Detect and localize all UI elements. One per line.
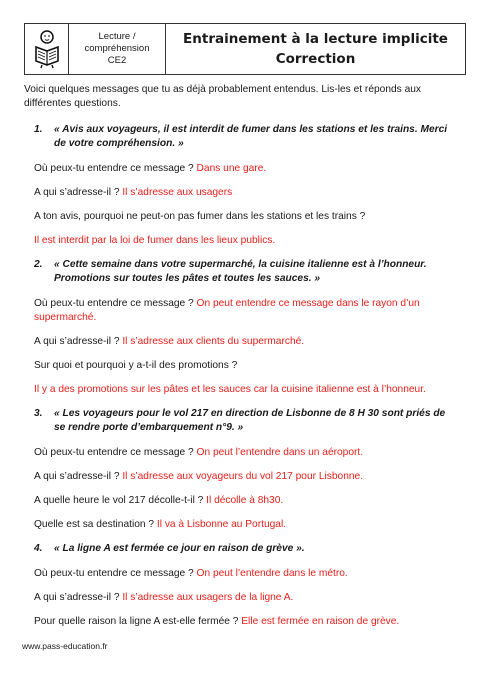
- q1-line-1: [34, 162, 456, 176]
- q3-question-4: Quelle est sa destination ?: [34, 519, 157, 530]
- q4-question-1: Où peux-tu entendre ce message ?: [34, 568, 197, 579]
- q1-line-3: [34, 210, 456, 224]
- q3-question-3: A quelle heure le vol 217 décolle-t-il ?: [34, 495, 207, 506]
- q1-answer-2: Il s’adresse aux usagers: [122, 187, 233, 198]
- title-line-1: Entrainement à la lecture implicite: [183, 31, 448, 47]
- level-line-2: compréhension: [84, 43, 150, 54]
- q1-question-3: A ton avis, pourquoi ne peut-on pas fumer dans les stations et les trains ?: [34, 211, 366, 222]
- q3-line-2: [34, 470, 456, 484]
- q3-line-3: [34, 494, 456, 508]
- level-line-3: CE2: [107, 55, 127, 66]
- q3-question-1: Où peux-tu entendre ce message ?: [34, 447, 197, 458]
- intro-text: Voici quelques messages que tu as déjà probablement entendus. Lis-les et réponds aux différentes questions.: [24, 84, 422, 109]
- footer-website: www.pass-education.fr: [22, 641, 108, 651]
- q1-answer-3: Il est interdit par la loi de fumer dans les lieux publics.: [34, 235, 276, 246]
- level-line-1: Lecture /: [98, 31, 136, 42]
- worksheet-title: [166, 24, 465, 74]
- header-icon-cell: [25, 24, 69, 74]
- q4-question-2: A qui s’adresse-il ?: [34, 592, 123, 603]
- question-2: [24, 258, 456, 397]
- level-label: [69, 24, 166, 74]
- question-4-number: 4.: [34, 543, 43, 554]
- q2-question-1: Où peux-tu entendre ce message ?: [34, 298, 197, 309]
- question-1-quote: [34, 123, 456, 151]
- question-3-number: 3.: [34, 408, 43, 419]
- question-3-message: « Les voyageurs pour le vol 217 en direction de Lisbonne de 8 H 30 sont priés de se rendre porte d’embarquement n°9. »: [54, 408, 446, 433]
- q2-line-1: [34, 297, 456, 325]
- q3-answer-1: On peut l’entendre dans un aéroport.: [196, 447, 364, 458]
- q2-question-2: A qui s’adresse-il ?: [34, 336, 123, 347]
- question-3-quote: [34, 407, 456, 435]
- q4-line-3: [34, 615, 456, 629]
- reading-child-icon: [32, 29, 62, 69]
- question-2-number: 2.: [34, 259, 43, 270]
- title-line-2: Correction: [275, 51, 356, 67]
- q4-line-2: [34, 591, 456, 605]
- q2-question-3: Sur quoi et pourquoi y a-t-il des promotions ?: [34, 360, 238, 371]
- question-4-quote: [34, 542, 456, 556]
- question-4-message: « La ligne A est fermée ce jour en raison de grève ».: [54, 543, 305, 554]
- q3-line-4: [34, 518, 456, 532]
- q2-line-3: [34, 359, 456, 373]
- q2-line-2: [34, 335, 456, 349]
- q3-answer-2: Il s’adresse aux voyageurs du vol 217 pour Lisbonne.: [122, 471, 364, 482]
- question-2-quote: [34, 258, 456, 286]
- q4-line-1: [34, 567, 456, 581]
- question-4: [24, 542, 456, 629]
- q4-question-3: Pour quelle raison la ligne A est-elle fermée ?: [34, 616, 242, 627]
- q4-answer-2: Il s’adresse aux usagers de la ligne A.: [122, 592, 294, 603]
- q3-line-1: [34, 446, 456, 460]
- q3-answer-3: Il décolle à 8h30.: [206, 495, 284, 506]
- q1-question-1: Où peux-tu entendre ce message ?: [34, 163, 197, 174]
- q1-line-2: [34, 186, 456, 200]
- question-3: [24, 407, 456, 532]
- q2-answer-2: Il s’adresse aux clients du supermarché.: [122, 336, 305, 347]
- q2-answer-1: On peut entendre ce message dans le rayon d’un supermarché.: [34, 298, 420, 323]
- q4-answer-1: On peut l’entendre dans le métro.: [196, 568, 348, 579]
- question-1-message: « Avis aux voyageurs, il est interdit de fumer dans les stations et les trains. Merci de votre compréhension. »: [54, 124, 448, 149]
- q2-answer-3: Il y a des promotions sur les pâtes et les sauces car la cuisine italienne est à l’honneur.: [34, 384, 426, 395]
- q1-answer-1: Dans une gare.: [196, 163, 267, 174]
- worksheet-header: [24, 23, 466, 75]
- q4-answer-3: Elle est fermée en raison de grève.: [241, 616, 400, 627]
- q1-question-2: A qui s’adresse-il ?: [34, 187, 123, 198]
- q3-question-2: A qui s’adresse-il ?: [34, 471, 123, 482]
- question-1: [24, 123, 456, 248]
- question-2-message: « Cette semaine dans votre supermarché, la cuisine italienne est à l’honneur. Promotions sur toutes les pâtes et toutes les sauces. »: [54, 259, 427, 284]
- q3-answer-4: Il va à Lisbonne au Portugal.: [156, 519, 287, 530]
- worksheet-content: [24, 83, 456, 639]
- question-1-number: 1.: [34, 124, 43, 135]
